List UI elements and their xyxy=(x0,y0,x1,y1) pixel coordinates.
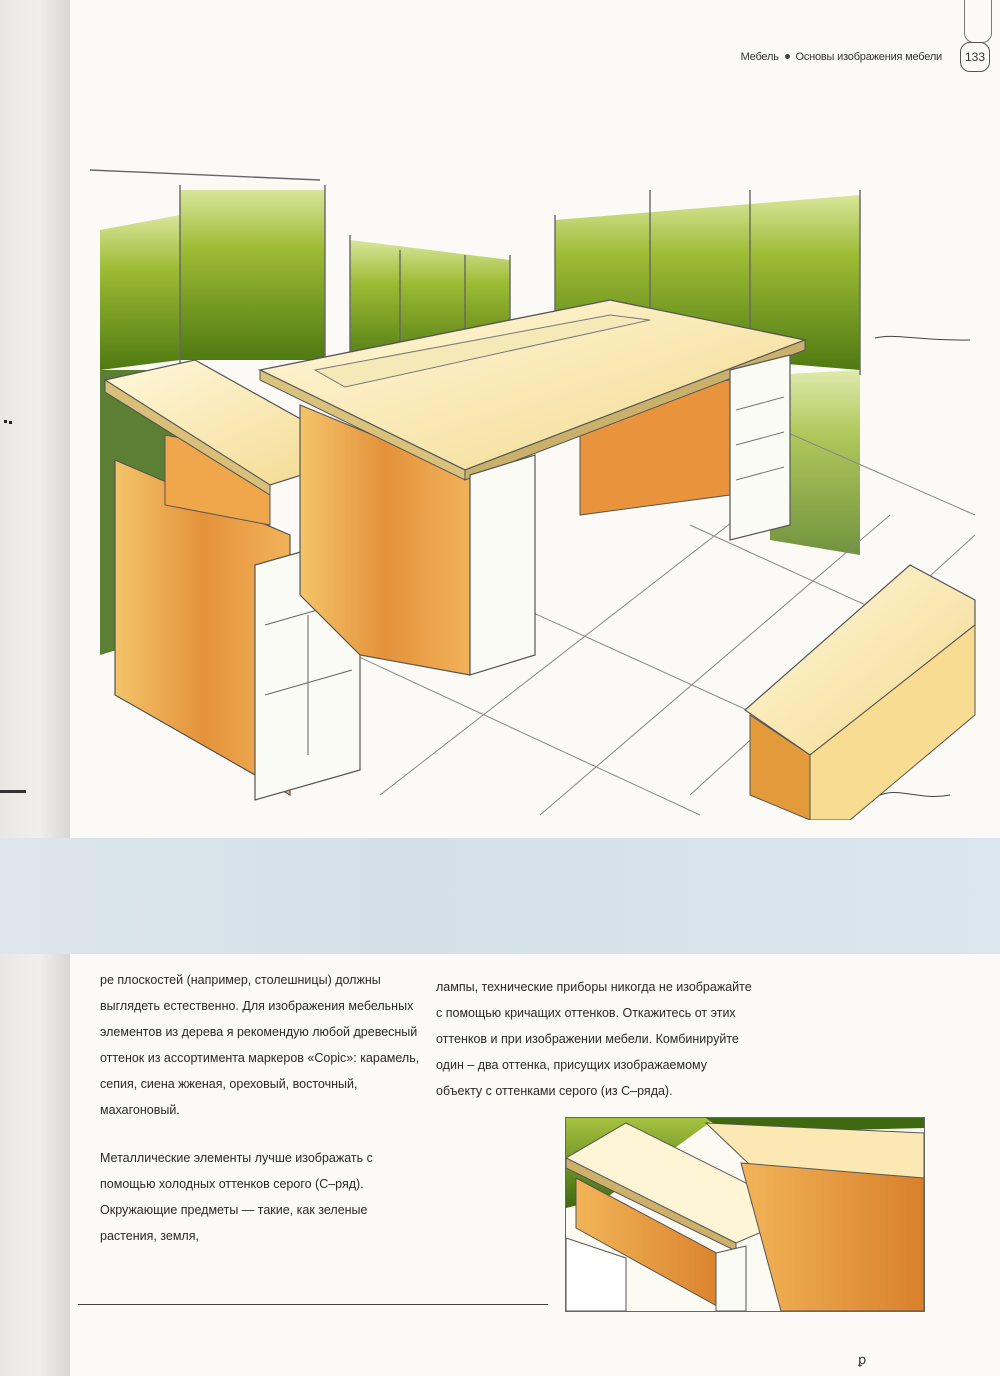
text-column-left xyxy=(100,967,420,1271)
paragraph: ре плоскостей (например, столешницы) должны выглядеть естественно. Для изображения мебельных элементов из дерева я рекомендую любой древесный оттенок из ассортимента маркеров «Copic»: карамель, сепия, сиена жженая, ореховый, восточный, махагоновый. xyxy=(100,973,420,1117)
page-tab xyxy=(964,0,992,43)
paragraph: Металлические элементы лучше изображать с помощью холодных оттенков серого (С–ряд). Окружающие предметы — такие, как зеленые растения, земля, xyxy=(100,1151,373,1243)
desk-detail-illustration xyxy=(565,1117,925,1312)
desk-illustration xyxy=(90,155,980,820)
text-column-right xyxy=(436,974,756,1126)
center-pedestal xyxy=(470,455,535,675)
running-head-section: Мебель xyxy=(740,51,779,63)
page-mark: ꝑ xyxy=(858,1352,867,1367)
margin-dot xyxy=(4,420,7,423)
bullet-icon xyxy=(785,54,790,59)
caption-band xyxy=(0,838,1000,954)
page-number: 133 xyxy=(960,42,990,72)
bottom-rule xyxy=(78,1304,548,1305)
running-head-chapter: Основы изображения мебели xyxy=(795,51,942,63)
signature-scribble xyxy=(875,336,970,340)
detail-leg xyxy=(716,1246,746,1311)
margin-dot xyxy=(9,421,12,424)
facing-page-edge xyxy=(0,0,70,1376)
signature-scribble xyxy=(880,792,950,796)
right-pedestal xyxy=(730,355,790,540)
margin-dash xyxy=(0,790,26,793)
paragraph: лампы, технические приборы никогда не изображайте с помощью кричащих оттенков. Откажитесь от этих оттенков и при изображении мебели. Комбинируйте один – два оттенка, присущих изображаемому объекту с оттенками серого (из С–ряда). xyxy=(436,980,752,1098)
running-head xyxy=(700,51,942,63)
